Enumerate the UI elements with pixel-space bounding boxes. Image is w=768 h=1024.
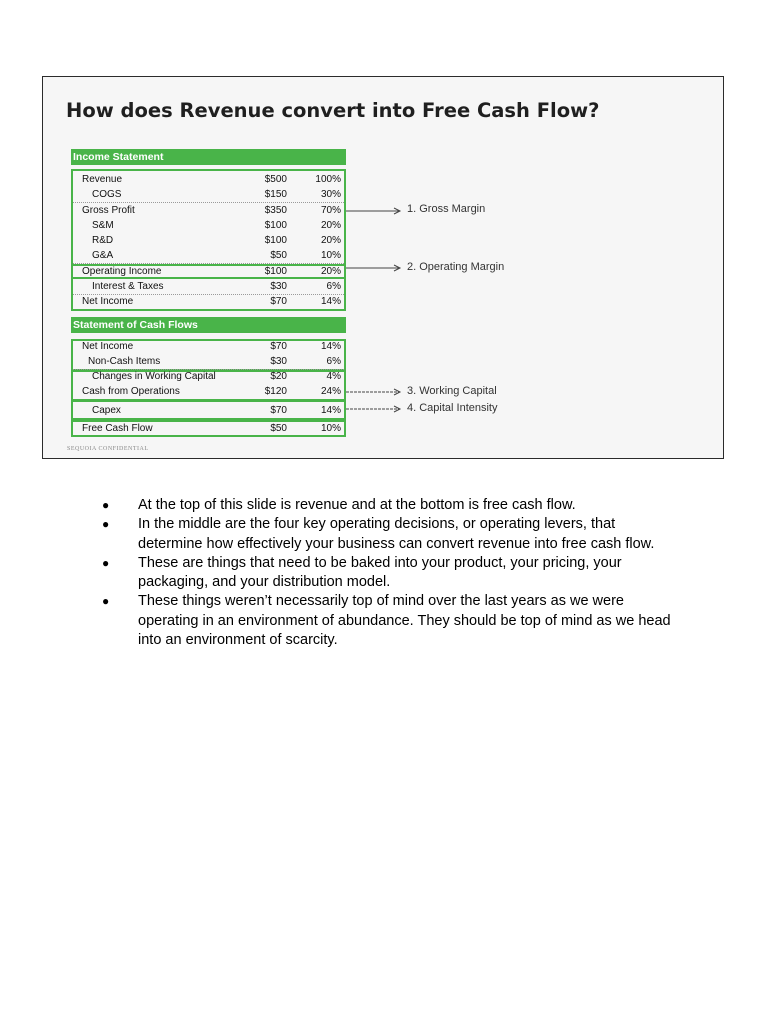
row-amount: $350 [264,205,287,216]
bullet-icon: ● [102,594,110,609]
table-row [73,248,344,264]
slide [42,76,724,459]
note-text: In the middle are the four key operating decisions, or operating levers, that determine how effectively your business can convert revenue into free cash flow. [138,516,655,552]
arrow-head-icon [394,389,400,395]
row-label: Interest & Taxes [92,281,164,292]
table-row [73,421,344,436]
row-percent: 6% [326,356,341,367]
bullet-icon: ● [102,498,110,512]
row-amount: $100 [264,266,287,277]
row-percent: 14% [320,341,341,352]
row-percent: 4% [326,371,341,382]
row-amount: $70 [270,341,287,352]
row-label: Gross Profit [82,205,135,216]
list-item [100,496,680,515]
row-label: COGS [92,189,122,200]
income-statement-header: Income Statement [71,149,346,165]
row-label: Revenue [82,174,123,185]
row-amount: $70 [270,405,287,416]
row-percent: 10% [320,423,341,434]
slide-title: How does Revenue convert into Free Cash Flow? [66,99,600,122]
row-amount: $50 [270,423,287,434]
table-row [73,369,344,384]
row-percent: 10% [320,250,341,261]
cash-flows-header: Statement of Cash Flows [71,317,346,333]
row-label: G&A [92,250,114,261]
lever-operating-margin: 2. Operating Margin [407,261,505,273]
arrow-head-icon [394,208,400,214]
table-row [73,264,344,279]
row-amount: $500 [264,174,287,185]
arrow-head-icon [394,265,400,271]
row-percent: 70% [320,205,341,216]
confidential-label: SEQUOIA CONFIDENTIAL [67,446,149,452]
lever-gross-margin: 1. Gross Margin [407,203,486,215]
row-percent: 14% [320,405,341,416]
table-row [73,172,344,187]
table-row [73,403,344,418]
table-row [73,339,344,354]
row-label: Cash from Operations [82,386,180,397]
speaker-notes [100,496,680,650]
row-amount: $70 [270,296,287,307]
row-amount: $150 [264,189,287,200]
row-percent: 24% [320,386,341,397]
row-amount: $30 [270,356,287,367]
row-label: Net Income [82,341,134,352]
row-amount: $100 [264,220,287,231]
table-row [73,218,344,233]
row-amount: $50 [270,250,287,261]
note-text: These are things that need to be baked into your product, your pricing, your packaging, and your distribution model. [138,554,622,591]
table-row [73,279,344,295]
row-label: Changes in Working Capital [92,371,216,382]
row-percent: 20% [320,220,341,231]
table-row [73,203,344,218]
row-label: Non-Cash Items [88,356,161,367]
bullet-icon: ● [102,517,110,532]
row-label: Capex [92,405,121,416]
row-amount: $20 [270,371,287,382]
row-label: Free Cash Flow [82,423,153,434]
table-row [73,384,344,399]
row-amount: $100 [264,235,287,246]
row-amount: $120 [264,386,287,397]
lever-working-capital: 3. Working Capital [407,385,497,397]
table-row [73,294,344,309]
note-text: At the top of this slide is revenue and at the bottom is free cash flow. [138,497,576,513]
row-percent: 30% [320,189,341,200]
bullet-icon: ● [102,555,110,570]
list-item [100,515,680,554]
row-percent: 20% [320,266,341,277]
list-item [100,554,680,593]
lever-capital-intensity: 4. Capital Intensity [407,402,498,414]
list-item [100,592,680,650]
row-label: R&D [92,235,114,246]
arrow-head-icon [394,406,400,412]
row-percent: 6% [326,281,341,292]
row-percent: 100% [315,174,341,185]
table-row [73,187,344,203]
table-row [73,233,344,248]
row-label: S&M [92,220,114,231]
row-percent: 20% [320,235,341,246]
row-label: Operating Income [82,266,162,277]
row-percent: 14% [320,296,341,307]
table-row [73,354,344,370]
row-label: Net Income [82,296,134,307]
note-text: These things weren’t necessarily top of mind over the last years as we were operating in an environment of abundance. They should be top of mind as we head into an environment of scarcity. [138,593,671,649]
row-amount: $30 [270,281,287,292]
